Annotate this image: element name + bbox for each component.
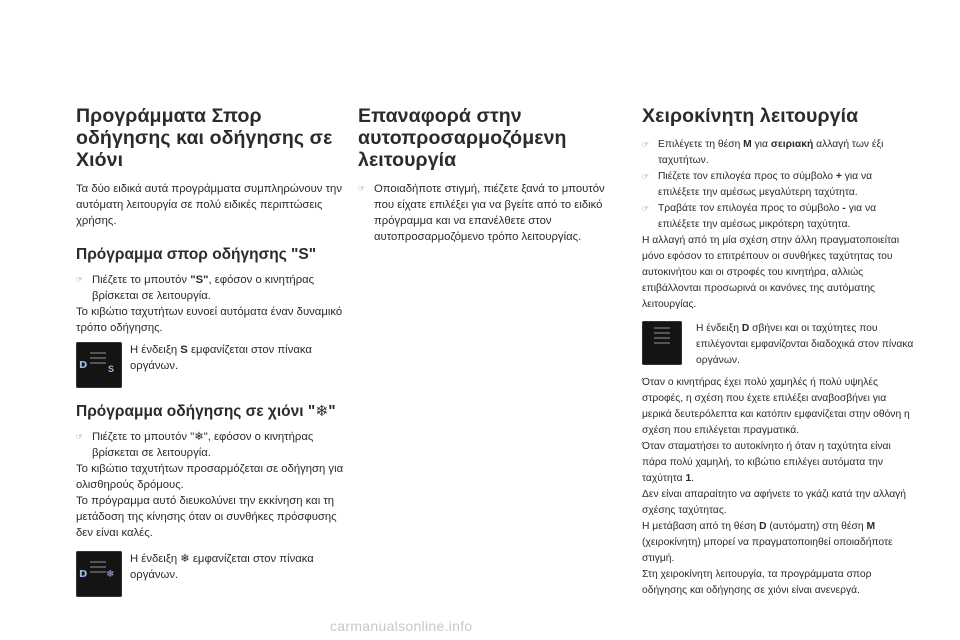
- intro-text: Τα δύο ειδικά αυτά προγράμματα συμπληρώνουν την αυτόματη λειτουργία σε πολύ ειδικές περιπτώσεις χρήσης.: [76, 183, 342, 227]
- manual-text-6: Στη χειροκίνητη λειτουργία, τα προγράμματα σπορ οδήγησης και οδήγησης σε χιόνι είναι ανενεργά.: [642, 569, 872, 596]
- section-title-reset: Επαναφορά στην αυτοπροσαρμοζόμενη λειτουργία: [358, 105, 567, 171]
- snowflake-icon: ❄: [106, 569, 115, 580]
- manual-indicator-row: Η ένδειξη D σβήνει και οι ταχύτητες που επιλέγονται εμφανίζονται διαδοχικά στον πίνακα οργάνων.: [642, 321, 914, 369]
- manual-text-4: Δεν είναι απαραίτητο να αφήνετε το γκάζι κατά την αλλαγή σχέσης ταχύτητας.: [642, 489, 907, 516]
- snowflake-icon: ❄: [315, 403, 329, 420]
- manual-bullet-2: ☞ Πιέζετε τον επιλογέα προς το σύμβολο + για να επιλέξετε την αμέσως μεγαλύτερη ταχύτητα.: [642, 169, 914, 201]
- manual-bullet-1: ☞ Επιλέγετε τη θέση M για σειριακή αλλαγή των έξι ταχυτήτων.: [642, 137, 914, 169]
- reset-bullet: ☞ Οποιαδήποτε στιγμή, πιέζετε ξανά το μπουτόν που είχατε επιλέξει για να βγείτε από το ειδικό πρόγραμμα και να επανέλθετε στον αυτοπροσαρμοζόμενο τρόπο λειτουργίας.: [358, 183, 605, 243]
- sport-text: Το κιβώτιο ταχυτήτων ευνοεί αυτόματα έναν δυναμικό τρόπο οδήγησης.: [76, 306, 343, 334]
- hand-pointer-icon: ☞: [642, 140, 650, 149]
- instrument-panel-snow-image: D ❄: [76, 551, 122, 597]
- column-3: [642, 105, 914, 599]
- manual-text-2: Όταν ο κινητήρας έχει πολύ χαμηλές ή πολύ υψηλές στροφές, η σχέση που έχετε επιλέξει αναβοσβήνει για μερικά δευτερόλεπτα και κατόπιν εμφανίζεται στην οθόνη η σχέση που επιλέγεται πραγματικά.: [642, 377, 910, 436]
- snow-bullet: ☞ Πιέζετε το μπουτόν "❄", εφόσον ο κινητήρας βρίσκεται σε λειτουργία.: [76, 431, 314, 459]
- instrument-panel-sport-image: D S: [76, 342, 122, 388]
- hand-pointer-icon: ☞: [76, 432, 84, 441]
- snow-heading: Πρόγραμμα οδήγησης σε χιόνι "❄": [76, 403, 336, 420]
- snow-text-2: Το πρόγραμμα αυτό διευκολύνει την εκκίνηση και τη μετάδοση της κίνησης όταν οι συνθήκες πρόσφυσης δεν είναι καλές.: [76, 495, 337, 539]
- sport-indicator-row: D S Η ένδειξη S εμφανίζεται στον πίνακα οργάνων.: [76, 342, 346, 388]
- sport-heading: Πρόγραμμα σπορ οδήγησης "S": [76, 246, 317, 263]
- snow-text-1: Το κιβώτιο ταχυτήτων προσαρμόζεται σε οδήγηση για ολισθηρούς δρόμους.: [76, 463, 344, 491]
- hand-pointer-icon: ☞: [358, 184, 366, 193]
- manual-text-3: Όταν σταματήσει το αυτοκίνητο ή όταν η ταχύτητα είναι πάρα πολύ χαμηλή, το κιβώτιο επιλέγει αυτόματα την ταχύτητα 1.: [642, 441, 891, 484]
- column-2: [358, 105, 626, 245]
- sport-bullet: ☞ Πιέζετε το μπουτόν "S", εφόσον ο κινητήρας βρίσκεται σε λειτουργία.: [76, 274, 315, 302]
- hand-pointer-icon: ☞: [642, 172, 650, 181]
- watermark: carmanualsonline.info: [330, 618, 473, 634]
- manual-text-5: Η μετάβαση από τη θέση D (αυτόματη) στη θέση M (χειροκίνητη) μπορεί να πραγματοποιηθεί οποιαδήποτε στιγμή.: [642, 521, 893, 564]
- column-1: [76, 105, 346, 607]
- section-title-programs: Προγράμματα Σπορ οδήγησης και οδήγησης σε Χιόνι: [76, 105, 333, 171]
- snow-indicator-row: D ❄ Η ένδειξη ❄ εμφανίζεται στον πίνακα οργάνων.: [76, 551, 346, 597]
- hand-pointer-icon: ☞: [76, 275, 84, 284]
- manual-bullet-3: ☞ Τραβάτε τον επιλογέα προς το σύμβολο - για να επιλέξετε την αμέσως μικρότερη ταχύτητα.: [642, 201, 914, 233]
- manual-text-1: Η αλλαγή από τη μία σχέση στην άλλη πραγματοποιείται μόνο εφόσον το επιτρέπουν οι συνθήκες ταχύτητας του αυτοκινήτου και οι στροφές του κινητήρα, αλλιώς επιβάλλονται προσωρινά οι κανόνες της αυτόματης λειτουργίας.: [642, 235, 900, 310]
- section-title-manual: Χειροκίνητη λειτουργία: [642, 105, 859, 127]
- hand-pointer-icon: ☞: [642, 204, 650, 213]
- instrument-panel-manual-image: [642, 321, 682, 365]
